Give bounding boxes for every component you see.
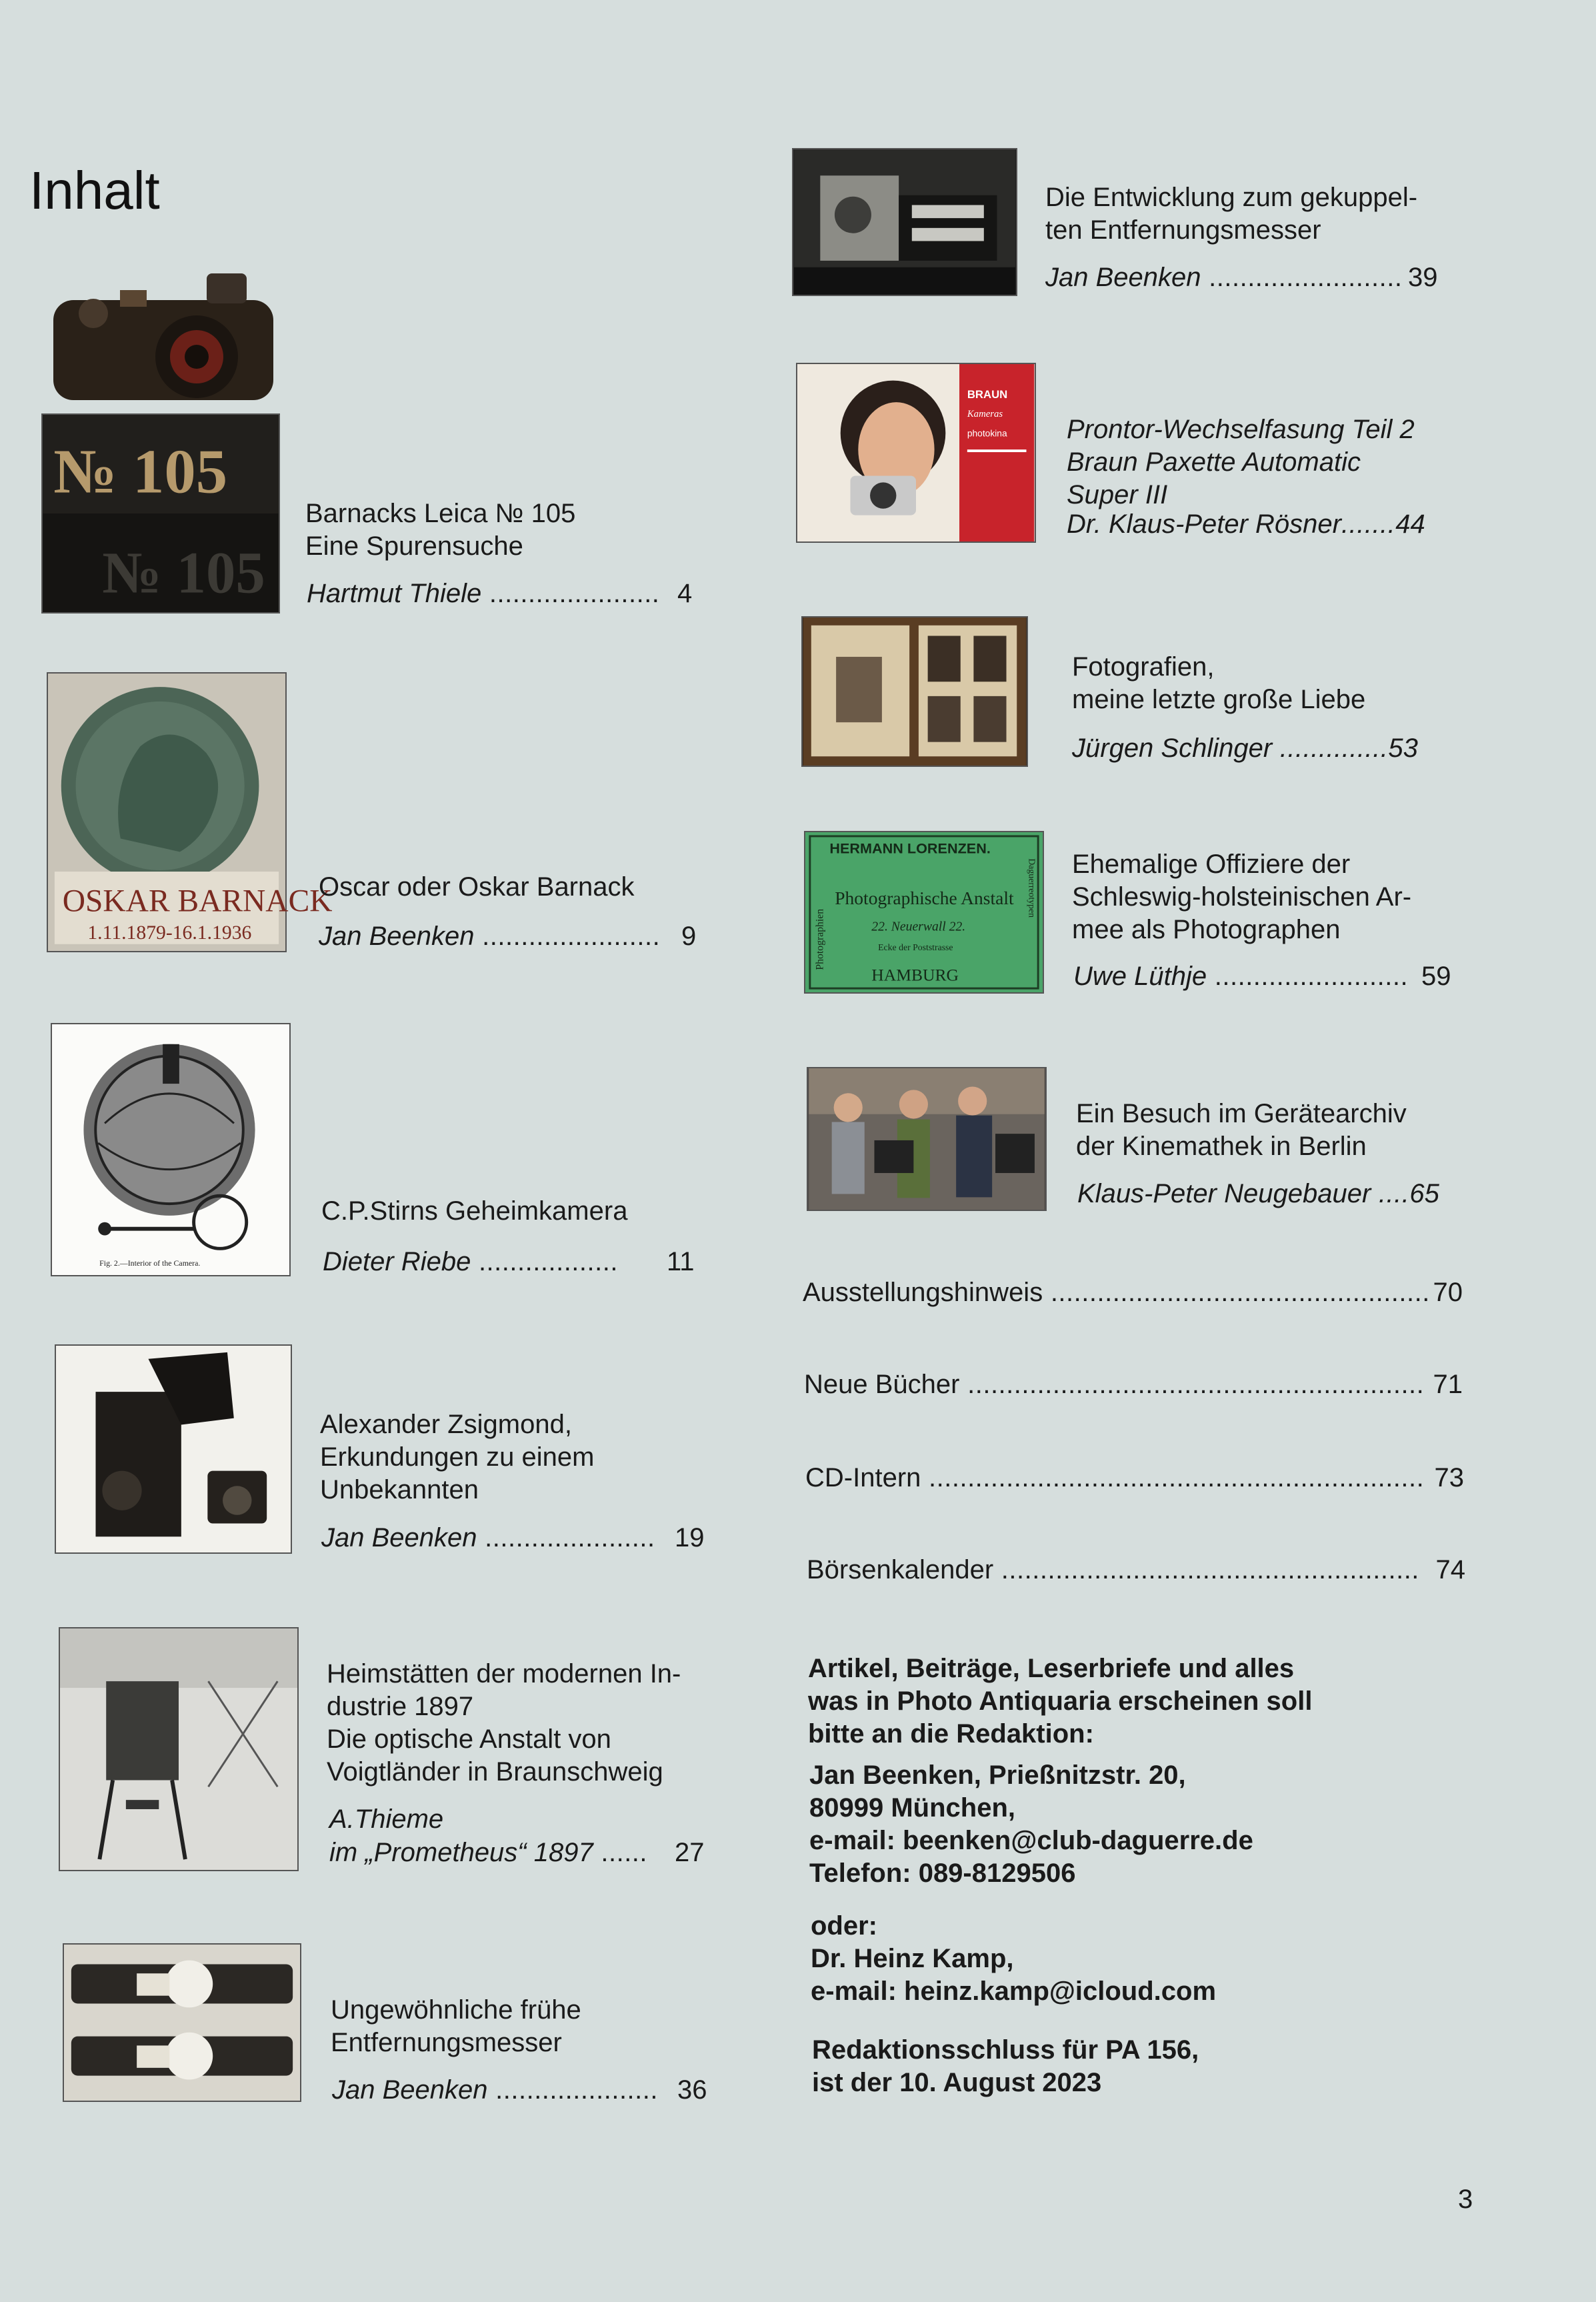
card-street: 22. Neuerwall 22.	[871, 919, 966, 934]
page-ref: 70	[1433, 1278, 1463, 1307]
article-byline-leica: Hartmut Thiele ......................	[307, 579, 660, 608]
page-ref: 36	[677, 2075, 707, 2105]
article-title-stirn: C.P.Stirns Geheimkamera	[321, 1196, 628, 1226]
article-byline-voigtlaender: im „Prometheus“ 1897 ......	[329, 1838, 648, 1867]
section-cd-intern: CD-Intern ................................................................ 73	[805, 1462, 1464, 1494]
author: Jan Beenken	[321, 1523, 477, 1552]
author: Hartmut Thiele	[307, 579, 482, 608]
page-ref: 9	[681, 922, 697, 951]
page-ref: 59	[1421, 962, 1451, 991]
contact-primary: Jan Beenken, Prießnitzstr. 20, 80999 München, e-mail: beenken@club-daguerre.de Telefon: 089-8129506	[809, 1761, 1253, 1888]
section-boersenkalender: Börsenkalender ...................................................... 74	[807, 1554, 1465, 1586]
page-ref: 73	[1434, 1463, 1464, 1492]
article-title-lorenzen: Ehemalige Offiziere der Schleswig-holsteinischen Ar- mee als Photographen	[1072, 850, 1412, 944]
article-byline-rangefinder: Jan Beenken .....................	[332, 2075, 659, 2105]
article-title-kinemathek: Ein Besuch im Gerätearchiv der Kinemathek in Berlin	[1076, 1099, 1407, 1161]
leica-camera-image	[40, 253, 280, 413]
medallion-dates: 1.11.1879-16.1.1936	[87, 922, 252, 944]
card-left: Photographien	[814, 908, 826, 970]
article-title-fotografien: Fotografien, meine letzte große Liebe	[1072, 652, 1366, 714]
voigtlaender-workshop-image	[59, 1627, 299, 1871]
engraving-caption: Fig. 2.—Interior of the Camera.	[99, 1258, 201, 1268]
author: A.Thieme	[329, 1805, 444, 1834]
contact-intro: Artikel, Beiträge, Leserbriefe und alles was in Photo Antiquaria erscheinen soll bitte an die Redaktion:	[808, 1654, 1313, 1749]
author: Dieter Riebe	[323, 1247, 471, 1276]
page-ref: 53	[1388, 734, 1418, 763]
page-ref: 19	[675, 1523, 705, 1552]
article-byline-coupled: Jan Beenken .........................	[1045, 263, 1403, 292]
barnack-medallion-image	[47, 672, 333, 952]
section-exhibition: Ausstellungshinweis ................................................. 70	[803, 1276, 1463, 1309]
author: Jürgen Schlinger	[1072, 734, 1273, 763]
article-title-voigtlaender: Heimstätten der modernen In- dustrie 1897 Die optische Anstalt von Voigtländer in Braunschweig	[327, 1659, 681, 1787]
page-ref: 44	[1395, 509, 1425, 539]
author: Jan Beenken	[332, 2075, 488, 2105]
article-title-barnack: Oscar oder Oskar Barnack	[319, 872, 635, 902]
editorial-deadline: Redaktionsschluss für PA 156, ist der 10. August 2023	[812, 2035, 1199, 2097]
card-middle: Photographische Anstalt	[835, 888, 1014, 909]
page-title: Inhalt	[29, 161, 160, 220]
article-title-rangefinder: Ungewöhnliche frühe Entfernungsmesser	[331, 1995, 581, 2057]
card-top: HERMANN LORENZEN.	[829, 840, 991, 857]
article-title-prontor: Prontor-Wechselfasung Teil 2 Braun Paxette Automatic Super III	[1067, 415, 1415, 509]
medallion-name: OSKAR BARNACK	[62, 884, 333, 919]
author: Jan Beenken	[319, 922, 475, 951]
author-source: im „Prometheus“ 1897	[329, 1838, 593, 1867]
coupled-rangefinder-image	[792, 148, 1017, 296]
author: Dr. Klaus-Peter Rösner	[1067, 509, 1341, 539]
page-ref: 27	[675, 1838, 705, 1867]
leica-serial-image	[41, 413, 280, 614]
lorenzen-card-image	[804, 831, 1044, 994]
braun-brand: BRAUN	[967, 388, 1008, 401]
braun-line3: photokina	[967, 428, 1007, 439]
page-ref: 71	[1433, 1370, 1463, 1399]
article-byline-lorenzen: Uwe Lüthje .........................	[1073, 962, 1409, 991]
page-ref: 74	[1435, 1555, 1465, 1584]
article-title-leica: Barnacks Leica № 105 Eine Spurensuche	[305, 499, 576, 561]
page-ref: 39	[1408, 263, 1438, 292]
contact-alternate: oder: Dr. Heinz Kamp, e-mail: heinz.kamp@icloud.com	[811, 1911, 1217, 2006]
kinemathek-visit-image	[807, 1067, 1047, 1211]
page-ref: 65	[1409, 1179, 1439, 1208]
card-corner: Ecke der Poststrasse	[878, 942, 953, 953]
author: Klaus-Peter Neugebauer	[1077, 1179, 1371, 1208]
author: Jan Beenken	[1045, 263, 1201, 292]
article-byline-zsigmond: Jan Beenken ......................	[321, 1523, 655, 1552]
article-byline-barnack: Jan Beenken .......................	[319, 922, 661, 951]
braun-advert-image	[796, 363, 1036, 543]
serial-number-top: № 105	[53, 437, 228, 507]
article-byline-prontor: Dr. Klaus-Peter Rösner.......44	[1067, 509, 1425, 539]
rangefinder-image	[63, 1943, 301, 2102]
page-ref: 4	[677, 579, 693, 608]
card-right: Daguerreotypen	[1027, 858, 1037, 918]
article-byline-kinemathek: Klaus-Peter Neugebauer ....65	[1077, 1179, 1439, 1208]
page-ref: 11	[667, 1247, 695, 1276]
zsigmond-cameras-image	[55, 1344, 292, 1554]
article-byline-fotografien: Jürgen Schlinger ..............53	[1072, 734, 1418, 763]
page-number: 3	[1458, 2185, 1473, 2214]
article-title-zsigmond: Alexander Zsigmond, Erkundungen zu einem Unbekannten	[320, 1410, 595, 1504]
article-title-coupled: Die Entwicklung zum gekuppel- ten Entfernungsmesser	[1045, 183, 1418, 245]
braun-line2: Kameras	[967, 408, 1003, 419]
article-byline-stirn: Dieter Riebe ..................	[323, 1247, 618, 1276]
author: Uwe Lüthje	[1073, 962, 1207, 991]
section-books: Neue Bücher ........................................................... 71	[804, 1368, 1463, 1401]
card-city: HAMBURG	[871, 965, 959, 985]
stirn-camera-engraving	[51, 1023, 291, 1276]
serial-number-bottom: № 105	[102, 540, 265, 606]
photo-album-image	[801, 616, 1028, 767]
